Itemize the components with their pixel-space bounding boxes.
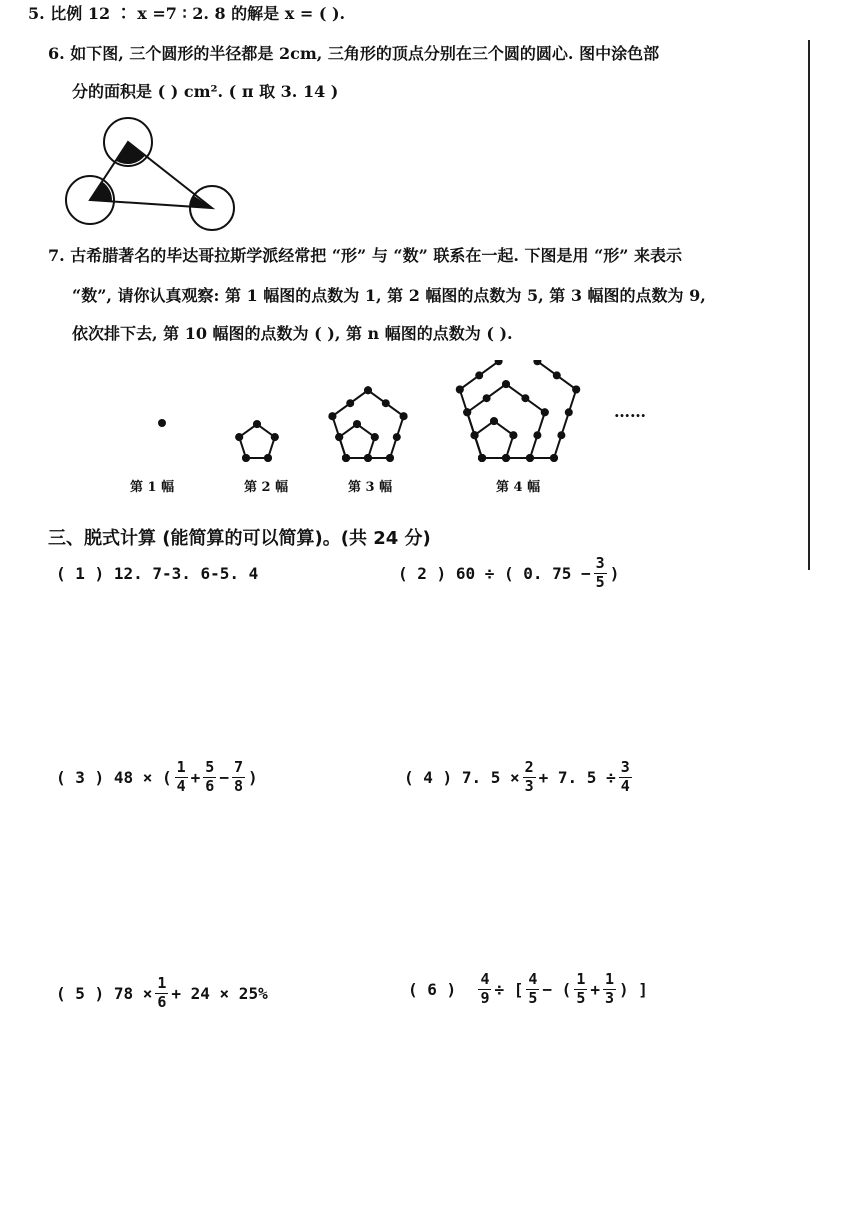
problem-4-fraction-2: $\frac{3}{4}$: [620, 758, 630, 795]
problem-6-fraction-1: $\frac{4}{9}$: [480, 970, 490, 1007]
problem-2-part-b: ): [609, 563, 620, 583]
figure-4-dot: [483, 394, 491, 402]
question-6-line-2: 分的面积是 ( ) cm². ( π 取 3. 14 ): [72, 82, 339, 101]
problem-2: [398, 556, 619, 591]
shaded-sector-right: [190, 196, 212, 208]
figure-4-dot: [550, 454, 558, 462]
problem-1-label: ( 1 ): [56, 564, 105, 583]
question-7-line-3: 依次排下去, 第 10 幅图的点数为 ( ), 第 n 幅图的点数为 ( ).: [72, 324, 513, 343]
figure-3-dot: [386, 454, 394, 462]
problem-4-fraction-1: $\frac{2}{3}$: [524, 758, 534, 795]
figure-3-dot: [382, 399, 390, 407]
question-7-line-1: 7. 古希腊著名的毕达哥拉斯学派经常把 “形” 与 “数” 联系在一起. 下图是用 “形” 来表示: [48, 246, 683, 265]
problem-2-part-a: 60 ÷ ( 0. 75 −: [455, 563, 591, 583]
figure-4-dot: [475, 371, 483, 379]
caption-figure-3: 第 3 幅: [348, 480, 393, 495]
figure-3-dot: [364, 454, 372, 462]
figure-3-dot: [342, 454, 350, 462]
problem-1-expression: 12. 7-3. 6-5. 4: [113, 564, 259, 583]
question-5: 5. 比例 12 ∶ x =7 ∶ 2. 8 的解是 x = ( ).: [28, 4, 346, 23]
problem-4-part-a: 7. 5 ×: [461, 767, 520, 787]
caption-figure-2: 第 2 幅: [244, 480, 289, 495]
figure-4-dot: [502, 380, 510, 388]
figure-1-dot: [158, 419, 166, 427]
figure-2-dot: [242, 454, 250, 462]
problem-6-fraction-3: $\frac{1}{5}$: [576, 970, 586, 1007]
caption-figure-1: 第 1 幅: [130, 480, 175, 495]
figure-4-dot: [502, 454, 510, 462]
problem-3-part-b: ): [247, 767, 258, 787]
problem-3-op-2: −: [219, 767, 229, 787]
figure-2-pentagon-1: [239, 424, 275, 458]
problem-4: [404, 760, 635, 795]
problem-3-fraction-2: $\frac{5}{6}$: [205, 758, 215, 795]
figure-4-dot: [471, 431, 479, 439]
problem-4-label: ( 4 ): [404, 767, 453, 787]
figure-3-pentagon-2: [332, 390, 403, 458]
problem-3: [56, 760, 258, 795]
figure-3-dot: [371, 433, 379, 441]
figure-4-dot: [565, 408, 573, 416]
problem-3-part-a: 48 × (: [113, 767, 172, 787]
problem-2-fraction-1: $\frac{3}{5}$: [595, 554, 605, 591]
figure-3-dot: [346, 399, 354, 407]
figure-4-dot: [478, 454, 486, 462]
figure-4-dot: [557, 431, 565, 439]
figure-3-dot: [328, 412, 336, 420]
figure-3-dot: [364, 386, 372, 394]
question-6-line-1: 6. 如下图, 三个圆形的半径都是 2cm, 三角形的顶点分别在三个圆的圆心. 图中涂色部: [48, 44, 660, 63]
problem-6-op: +: [590, 979, 600, 999]
problem-3-fraction-1: $\frac{1}{4}$: [176, 758, 186, 795]
problem-1: [56, 564, 258, 583]
figure-4-dot: [463, 408, 471, 416]
problem-2-label: ( 2 ): [398, 563, 447, 583]
problem-4-part-b: + 7. 5 ÷: [538, 767, 616, 787]
figure-4-dot: [526, 454, 534, 462]
figure-4-dot: [533, 431, 541, 439]
figure-4-dot: [541, 408, 549, 416]
figure-2-dot: [264, 454, 272, 462]
problem-5: [56, 976, 268, 1011]
problem-6: [408, 972, 648, 1007]
pentagon-dot-pattern-figure: [140, 360, 670, 475]
figure-4-dot: [553, 371, 561, 379]
problem-6-fraction-2: $\frac{4}{5}$: [528, 970, 538, 1007]
caption-figure-4: 第 4 幅: [496, 480, 541, 495]
figure-3-dot: [335, 433, 343, 441]
problem-5-part-b: + 24 × 25%: [171, 983, 268, 1003]
section-3-title: 三、脱式计算 (能简算的可以简算)。(共 24 分): [48, 528, 431, 549]
problem-6-part-c: ) ]: [619, 979, 648, 999]
figure-4-dot: [490, 417, 498, 425]
three-circles-triangle-figure: [60, 112, 245, 232]
problem-3-fraction-3: $\frac{7}{8}$: [233, 758, 243, 795]
problem-5-label: ( 5 ): [56, 983, 105, 1003]
problem-6-part-a: ÷ [: [494, 979, 524, 999]
problem-3-op-1: +: [190, 767, 201, 787]
figure-4-dot: [572, 386, 580, 394]
figure-3-dot: [393, 433, 401, 441]
figure-ellipsis: ……: [614, 402, 646, 421]
scan-edge-line: [808, 40, 810, 570]
figure-2-dot: [253, 420, 261, 428]
problem-3-label: ( 3 ): [56, 767, 105, 787]
figure-2-dot: [271, 433, 279, 441]
figure-4-dot: [521, 394, 529, 402]
question-7-line-2: “数”, 请你认真观察: 第 1 幅图的点数为 1, 第 2 幅图的点数为 5, 第 3 幅图的点数为 9,: [72, 286, 706, 305]
figure-3-dot: [353, 420, 361, 428]
problem-6-fraction-4: $\frac{1}{3}$: [604, 970, 615, 1007]
problem-5-fraction-1: $\frac{1}{6}$: [157, 974, 167, 1011]
figure-2-dot: [235, 433, 243, 441]
figure-4-dot: [509, 431, 517, 439]
problem-6-part-b: − (: [542, 979, 572, 999]
figure-3-dot: [400, 412, 408, 420]
problem-6-label: ( 6 ): [408, 979, 457, 999]
figure-4-dot: [456, 386, 464, 394]
problem-5-part-a: 78 ×: [113, 983, 153, 1003]
